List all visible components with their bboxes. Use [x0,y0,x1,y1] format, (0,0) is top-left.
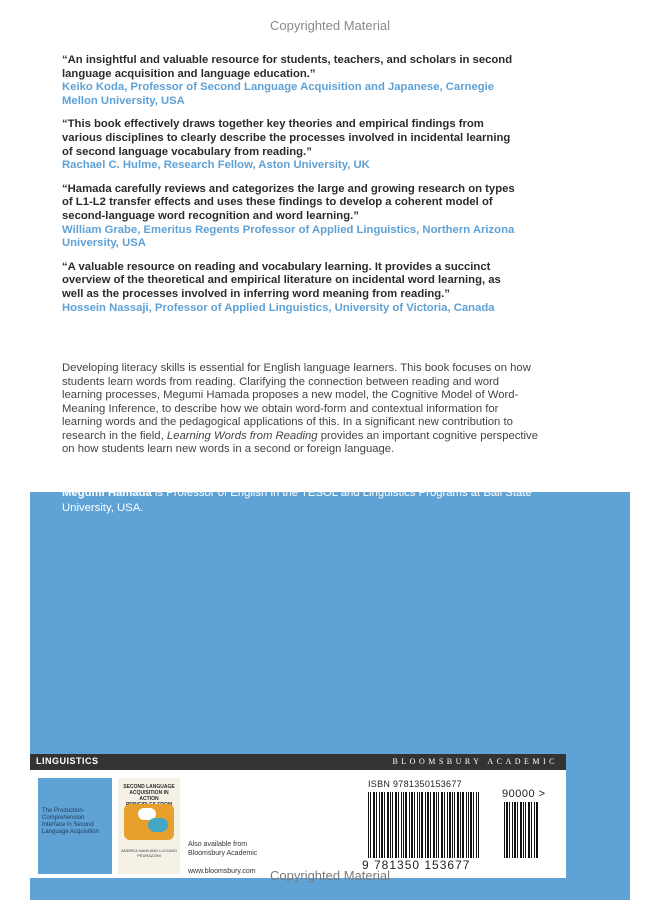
isbn-label: ISBN 9781350153677 [368,779,462,789]
quote-text: “This book effectively draws together key theories and empirical findings from various disciplines to clearly describe the processes involved in incidental learning of second language vocabulary from reading.” [62,118,511,158]
price-code: 90000 > [502,788,546,800]
author-bio [62,486,532,516]
description-text-end: provides an important cognitive perspective on how students learn new words in a second or foreign language. [62,429,538,455]
barcode-addon [504,802,550,858]
review-quote [62,183,522,251]
barcode-digits: 9 781350 153677 [362,858,471,872]
publisher-website: www.bloomsbury.com [188,868,256,875]
category-label: LINGUISTICS [36,756,99,766]
related-book-cover [38,778,112,874]
author-bio-text: is Professor of English in the TESOL and Linguistics Programs at Ball State University, USA. [62,487,532,514]
review-quote [62,261,522,315]
review-quote [62,118,522,172]
speech-bubble-icon [148,818,168,832]
category-band [30,754,566,770]
quote-attribution: Rachael C. Hulme, Research Fellow, Aston University, UK [62,159,370,172]
author-name: Megumi Hamada [62,487,152,499]
quote-attribution: Keiko Koda, Professor of Second Language Acquisition and Japanese, Carnegie Mellon University, USA [62,81,495,107]
also-available-text: Also available from Bloomsbury Academic [188,841,258,857]
related-book-authors: ANDREA NAVA AND LUCIANO PEDRAZZINI [121,848,177,858]
review-quotes [62,54,522,325]
quote-attribution: Hossein Nassaji, Professor of Applied Linguistics, University of Victoria, Canada [62,301,495,314]
publisher-label: BLOOMSBURY ACADEMIC [392,757,558,766]
copyright-header: Copyrighted Material [270,18,390,33]
copyright-footer: Copyrighted Material [270,868,390,883]
book-title: Learning Words from Reading [166,429,318,442]
book-description [62,362,538,457]
quote-text: “Hamada carefully reviews and categorizes the large and growing research on types of L1-L2 transfer effects and uses these findings to develop a coherent model of second-language word recognition and word learning.” [62,182,515,222]
quote-text: “A valuable resource on reading and vocabulary learning. It provides a succinct overview of the theoretical and empirical literature on incidental word learning, as well as the processes involved in inferring word meaning from reading.” [62,260,501,300]
related-book-cover [118,778,180,874]
related-book-title: SECOND LANGUAGE ACQUISITION IN ACTION [121,784,177,814]
barcode [368,792,492,858]
quote-text: “An insightful and valuable resource for students, teachers, and scholars in second language acquisition and language education.” [62,54,513,80]
review-quote [62,54,522,108]
description-text: Developing literacy skills is essential for English language learners. This book focuses on how students learn words from reading. Clarifying the connection between reading and word learning processes, Megumi Hamada proposes a new model, the Cognitive Model of Word-Meaning Inference, to describe how we obtain word-form and contextual information for learning words and the pedagogical applications of this. In a significant new contribution to research in the field, [62,362,531,442]
related-book-title: The Production-Comprehension Interface in Second Language Acquisition [42,808,100,835]
quote-attribution: William Grabe, Emeritus Regents Professor of Applied Linguistics, Northern Arizona University, USA [62,223,515,250]
